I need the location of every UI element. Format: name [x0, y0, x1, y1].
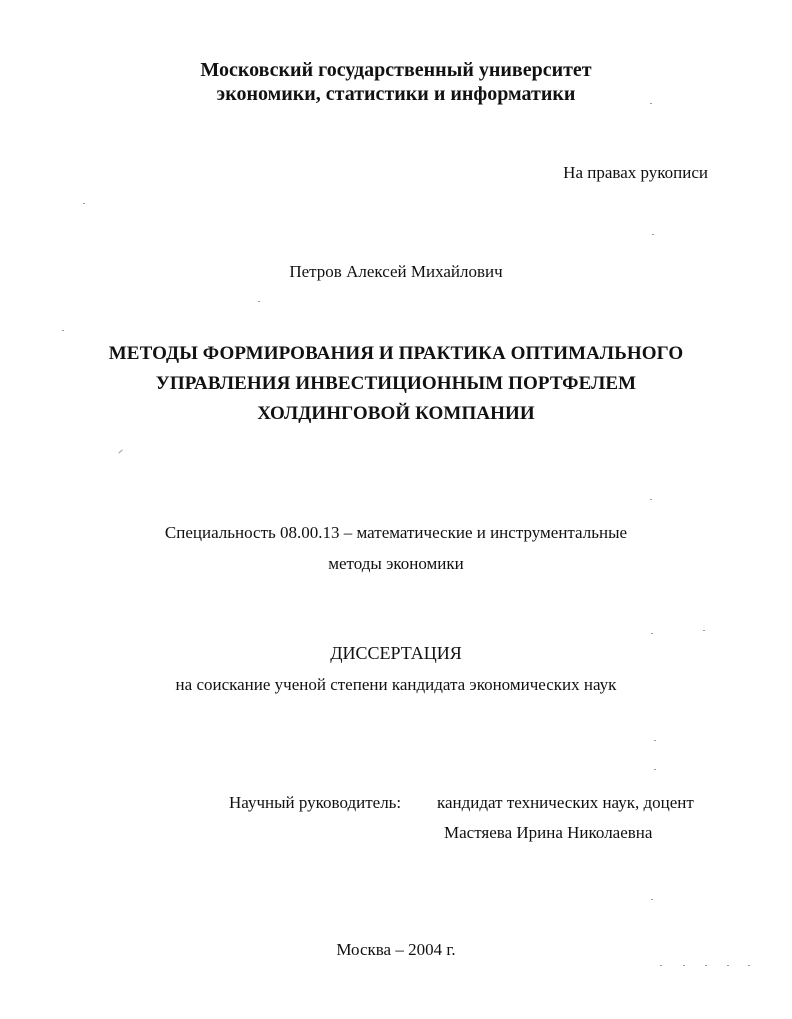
scan-speck	[62, 330, 64, 331]
document-purpose: на соискание ученой степени кандидата экономических наук	[175, 675, 617, 694]
scan-speck	[654, 769, 656, 770]
dissertation-title-line2: УПРАВЛЕНИЯ ИНВЕСТИЦИОННЫМ ПОРТФЕЛЕМ	[155, 373, 637, 394]
manuscript-note: На правах рукописи	[563, 163, 708, 182]
advisor-name: Мастяева Ирина Николаевна	[444, 823, 653, 842]
author-name: Петров Алексей Михайлович	[289, 262, 503, 281]
dissertation-title-line1: МЕТОДЫ ФОРМИРОВАНИЯ И ПРАКТИКА ОПТИМАЛЬНОГО	[108, 343, 684, 364]
scan-speck	[748, 965, 750, 966]
scan-speck	[651, 899, 653, 900]
scan-speck	[118, 450, 122, 454]
scan-speck	[705, 965, 707, 966]
advisor-label: Научный руководитель:	[229, 793, 402, 812]
scan-speck	[650, 103, 652, 104]
advisor-degree: кандидат технических наук, доцент	[437, 793, 694, 812]
specialty-line1: Специальность 08.00.13 – математические и инструментальные	[164, 523, 628, 542]
scan-speck	[703, 630, 705, 631]
scan-speck	[654, 740, 656, 741]
scan-speck	[651, 633, 653, 634]
scan-speck	[683, 965, 685, 966]
scan-speck	[727, 965, 729, 966]
scan-speck	[660, 965, 662, 966]
scan-speck	[650, 499, 652, 500]
scan-speck	[258, 301, 260, 302]
dissertation-title-line3: ХОЛДИНГОВОЙ КОМПАНИИ	[257, 403, 535, 424]
specialty-line2: методы экономики	[328, 554, 464, 573]
document-type-label: ДИССЕРТАЦИЯ	[330, 643, 462, 663]
scan-speck	[83, 203, 85, 204]
scan-speck	[652, 234, 654, 235]
university-name-line1: Московский государственный университет	[200, 59, 592, 81]
place-and-year: Москва – 2004 г.	[336, 940, 456, 959]
university-name-line2: экономики, статистики и информатики	[216, 83, 576, 105]
